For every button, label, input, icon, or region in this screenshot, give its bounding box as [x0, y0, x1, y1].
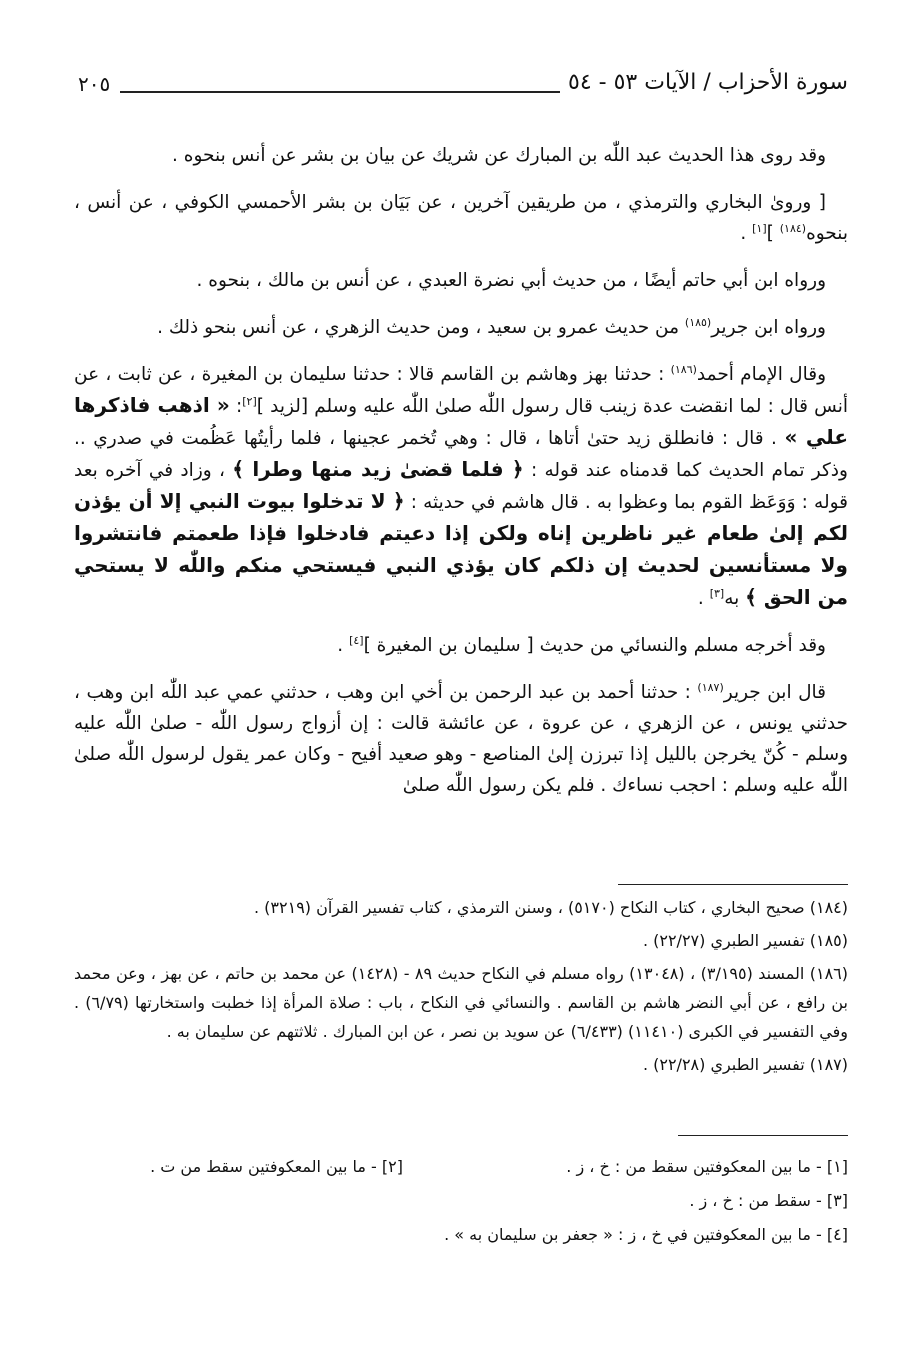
- paragraph-5: [74, 359, 848, 614]
- footnote: (١٨٥) تفسير الطبري (٢٢/٢٧) .: [642, 931, 848, 950]
- footnote: (١٨٦) المسند (٣/١٩٥) ، (١٣٠٤٨) رواه مسلم في النكاح حديث ٨٩ - (١٤٢٨) عن محمد بن حاتم ، عن بهز ، وعن محمد بن رافع ، عن أبي النضر هاشم بن القاسم . والنسائي في النكاح ، باب : صلاة المرأة إذا خطبت واستخارتها (٦/٧٩) . وفي التفسير في الكبرى (١١٤١٠) (٦/٤٣٣) عن سويد بن نصر ، عن ابن المبارك . ثلاثتهم عن سليمان به .: [74, 964, 848, 1041]
- period: .: [337, 635, 350, 656]
- header-rule: [120, 91, 560, 93]
- period: .: [697, 588, 710, 609]
- footnote: (١٨٧) تفسير الطبري (٢٢/٢٨) .: [642, 1055, 848, 1074]
- variants-separator: [678, 1135, 848, 1136]
- paragraph-text: :: [229, 396, 243, 417]
- hadith-quote: « اذهب فاذكرها علي »: [74, 393, 848, 449]
- paragraph-3: [74, 265, 848, 296]
- footnote-ref: (١٨٥): [684, 315, 712, 329]
- variant-note: [٢] - ما بين المعكوفتين سقط من ت .: [150, 1157, 403, 1176]
- bracket-close: ]: [766, 223, 780, 244]
- variant-note: [٤] - ما بين المعكوفتين في خ ، ز : « جعفر بن سليمان به » .: [444, 1225, 848, 1244]
- main-text: [74, 140, 848, 817]
- footnote-ref: (١٨٤): [779, 221, 807, 235]
- paragraph-text: به: [724, 588, 746, 609]
- running-title: سورة الأحزاب / الآيات ٥٣ - ٥٤: [568, 70, 848, 95]
- paragraph-text: وقد روى هذا الحديث عبد اللّٰه بن المبارك عن شريك عن بيان بن بشر عن أنس بنحوه .: [172, 145, 826, 166]
- variant-row: [74, 1150, 848, 1184]
- paragraph-text: ورواه ابن جرير: [711, 317, 826, 338]
- paragraph-text: ورواه ابن أبي حاتم أيضًا ، من حديث أبي نضرة العبدي ، عن أنس بن مالك ، بنحوه .: [196, 270, 826, 291]
- footnote: (١٨٤) صحيح البخاري ، كتاب النكاح (٥١٧٠) ، وسنن الترمذي ، كتاب تفسير القرآن (٣٢١٩) .: [253, 898, 848, 917]
- paragraph-text: وقد أخرجه مسلم والنسائي من حديث [ سليمان بن المغيرة ]: [363, 635, 826, 656]
- manuscript-variants: [74, 1150, 848, 1252]
- paragraph-text: . قال : فانطلق زيد حتىٰ أتاها ، قال : وهي تُخمر عجينها ، فلما رأيتُها عَظُمت في صدري .. وذكر تمام الحديث كما قدمناه عند قوله :: [74, 428, 848, 481]
- variant-row: [74, 1218, 848, 1252]
- paragraph-text: [ وروىٰ البخاري والترمذي ، من طريقين آخرين ، عن بَيَان بن بشر الأحمسي الكوفي ، عن أنس ، بنحوه: [74, 192, 848, 244]
- variant-note: [١] - ما بين المعكوفتين سقط من : خ ، ز .: [566, 1157, 848, 1176]
- paragraph-text: قال ابن جرير: [723, 682, 826, 703]
- quran-verse: ﴿ فلما قضىٰ زيد منها وطرا ﴾: [232, 457, 524, 481]
- paragraph-7: [74, 677, 848, 801]
- paragraph-6: [74, 630, 848, 661]
- paragraph-text: ، وزاد في آخره بعد قوله : وَوَعَظ القوم بما وعظوا به . قال هاشم في حديثه :: [74, 460, 848, 513]
- footnote-ref: (١٨٧): [697, 680, 724, 694]
- page-number: ٢٠٥: [78, 72, 111, 96]
- variant-ref: [٤]: [349, 633, 364, 647]
- quran-verse: ﴿ لا تدخلوا بيوت النبي إلا أن يؤذن لكم إلىٰ طعام غير ناظرين إناه ولكن إذا دعيتم فادخلوا فإذا طعمتم فانتشروا ولا مستأنسين لحديث إن ذلكم كان يؤذي النبي فيستحي منكم واللّٰه لا يستحي من الحق ﴾: [74, 489, 848, 609]
- period: .: [740, 223, 753, 244]
- paragraph-text: وقال الإمام أحمد: [696, 364, 827, 385]
- paragraph-text: من حديث عمرو بن سعيد ، ومن حديث الزهري ، عن أنس بنحو ذلك .: [157, 317, 685, 338]
- paragraph-2: [74, 187, 848, 249]
- footnotes: [74, 893, 848, 1083]
- variant-ref: [١]: [752, 221, 767, 235]
- footnote-ref: (١٨٦): [670, 362, 697, 376]
- variant-ref: [٢]: [242, 394, 257, 408]
- paragraph-text: : حدثنا بهز وهاشم بن القاسم قالا : حدثنا سليمان بن المغيرة ، عن ثابت ، عن أنس قال : لما انقضت عدة زينب قال رسول اللّٰه صلىٰ اللّٰه عليه وسلم [لزيد ]: [74, 364, 848, 417]
- paragraph-4: [74, 312, 848, 343]
- paragraph-1: [74, 140, 848, 171]
- variant-row: [74, 1184, 848, 1218]
- variant-ref: [٣]: [709, 586, 725, 600]
- footnote-separator: [618, 884, 848, 885]
- variant-note: [٣] - سقط من : خ ، ز .: [689, 1191, 848, 1210]
- page-header: [78, 70, 848, 106]
- paragraph-text: : حدثنا أحمد بن عبد الرحمن بن أخي ابن وهب ، حدثني عمي عبد اللّٰه ابن وهب ، حدثني يونس ، عن الزهري ، عن عروة ، عن عائشة قالت : إن أزواج رسول اللّٰه - صلىٰ اللّٰه عليه وسلم - كُنّ يخرجن بالليل إذا تبرزن إلىٰ المناصع - وهو صعيد أفيح - وكان عمر يقول لرسول اللّٰه صلىٰ اللّٰه عليه وسلم : احجب نساءك . فلم يكن رسول اللّٰه صلىٰ: [74, 682, 848, 796]
